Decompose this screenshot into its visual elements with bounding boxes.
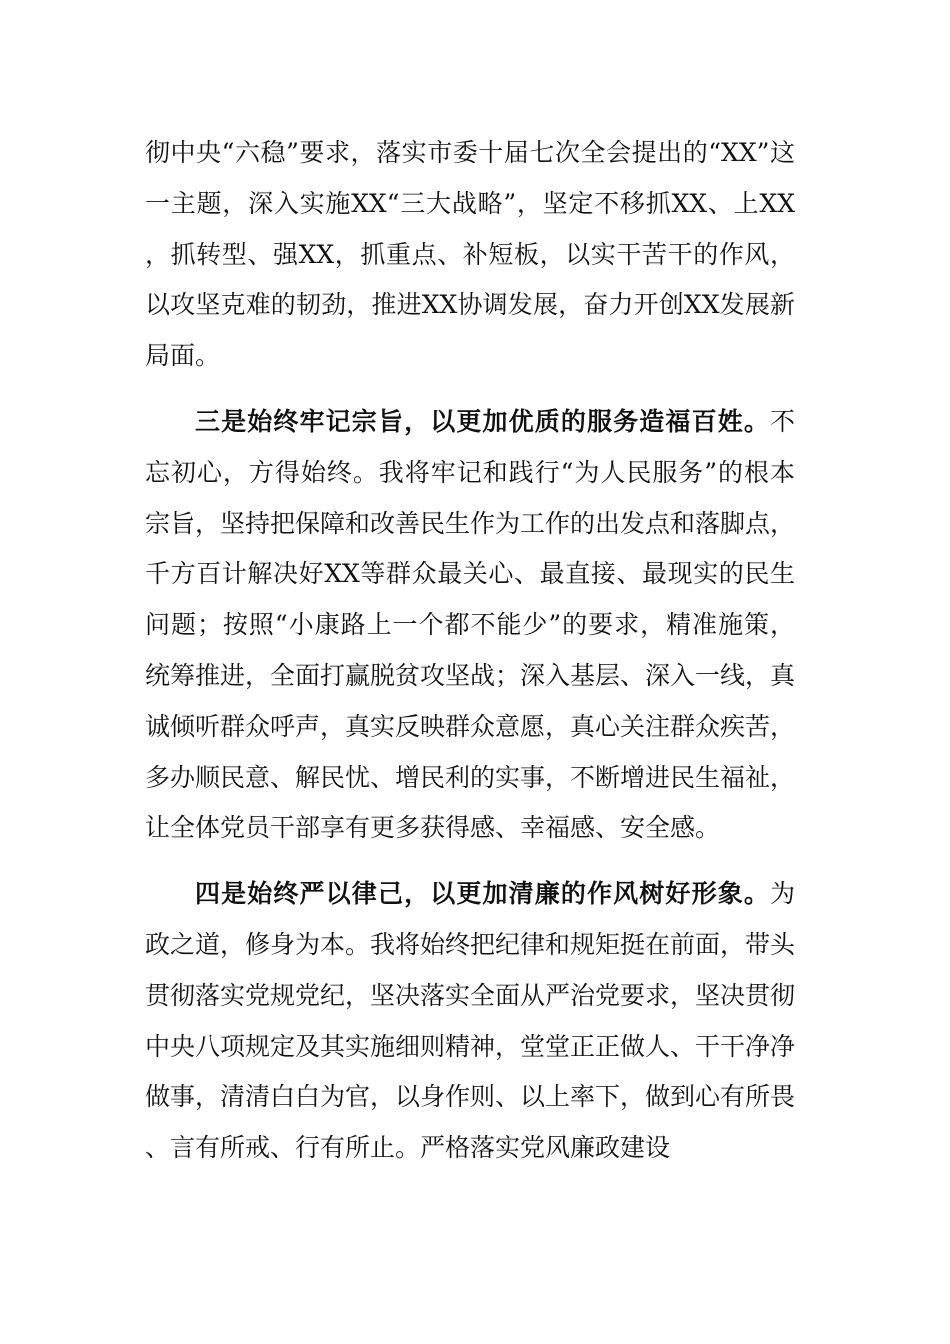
paragraph-text: 为政之道，修身为本。我将始终把纪律和规矩挺在前面，带头贯彻落实党规党纪，坚决落实全面从严治党要求，坚决贯彻中央八项规定及其实施细则精神，堂堂正正做人、干干净净做事，清清白白为官，以身作则、以上率下，做到心有所畏、言有所戒、行有所止。严格落实党风廉政建设 <box>145 879 796 1163</box>
paragraph-gap <box>145 854 795 869</box>
paragraph-continued <box>145 128 795 382</box>
paragraph-gap <box>145 382 795 397</box>
paragraph-text: 彻中央“六稳”要求，落实市委十届七次全会提出的“XX”这一主题，深入实施XX“三大战略”，坚定不移抓XX、上XX，抓转型、强XX，抓重点、补短板，以实干苦干的作风，以攻坚克难的韧劲，推进XX协调发展，奋力开创XX发展新局面。 <box>145 138 795 371</box>
paragraph-text: 不忘初心，方得始终。我将牢记和践行“为人民服务”的根本宗旨，坚持把保障和改善民生作为工作的出发点和落脚点，千方百计解决好XX等群众最关心、最直接、最现实的民生问题；按照“小康路上一个都不能少”的要求，精准施策，统筹推进，全面打赢脱贫攻坚战；深入基层、深入一线，真诚倾听群众呼声，真实反映群众意愿，真心关注群众疾苦，多办顺民意、解民忧、增民利的实事，不断增进民生福祉，让全体党员干部享有更多获得感、幸福感、安全感。 <box>145 406 796 843</box>
paragraph-fourth-point <box>145 869 795 1174</box>
document-body <box>145 128 795 1174</box>
paragraph-third-point <box>145 397 795 854</box>
paragraph-lead-heading: 四是始终严以律己，以更加清廉的作风树好形象。 <box>195 879 770 909</box>
paragraph-lead-heading: 三是始终牢记宗旨，以更加优质的服务造福百姓。 <box>195 406 770 436</box>
